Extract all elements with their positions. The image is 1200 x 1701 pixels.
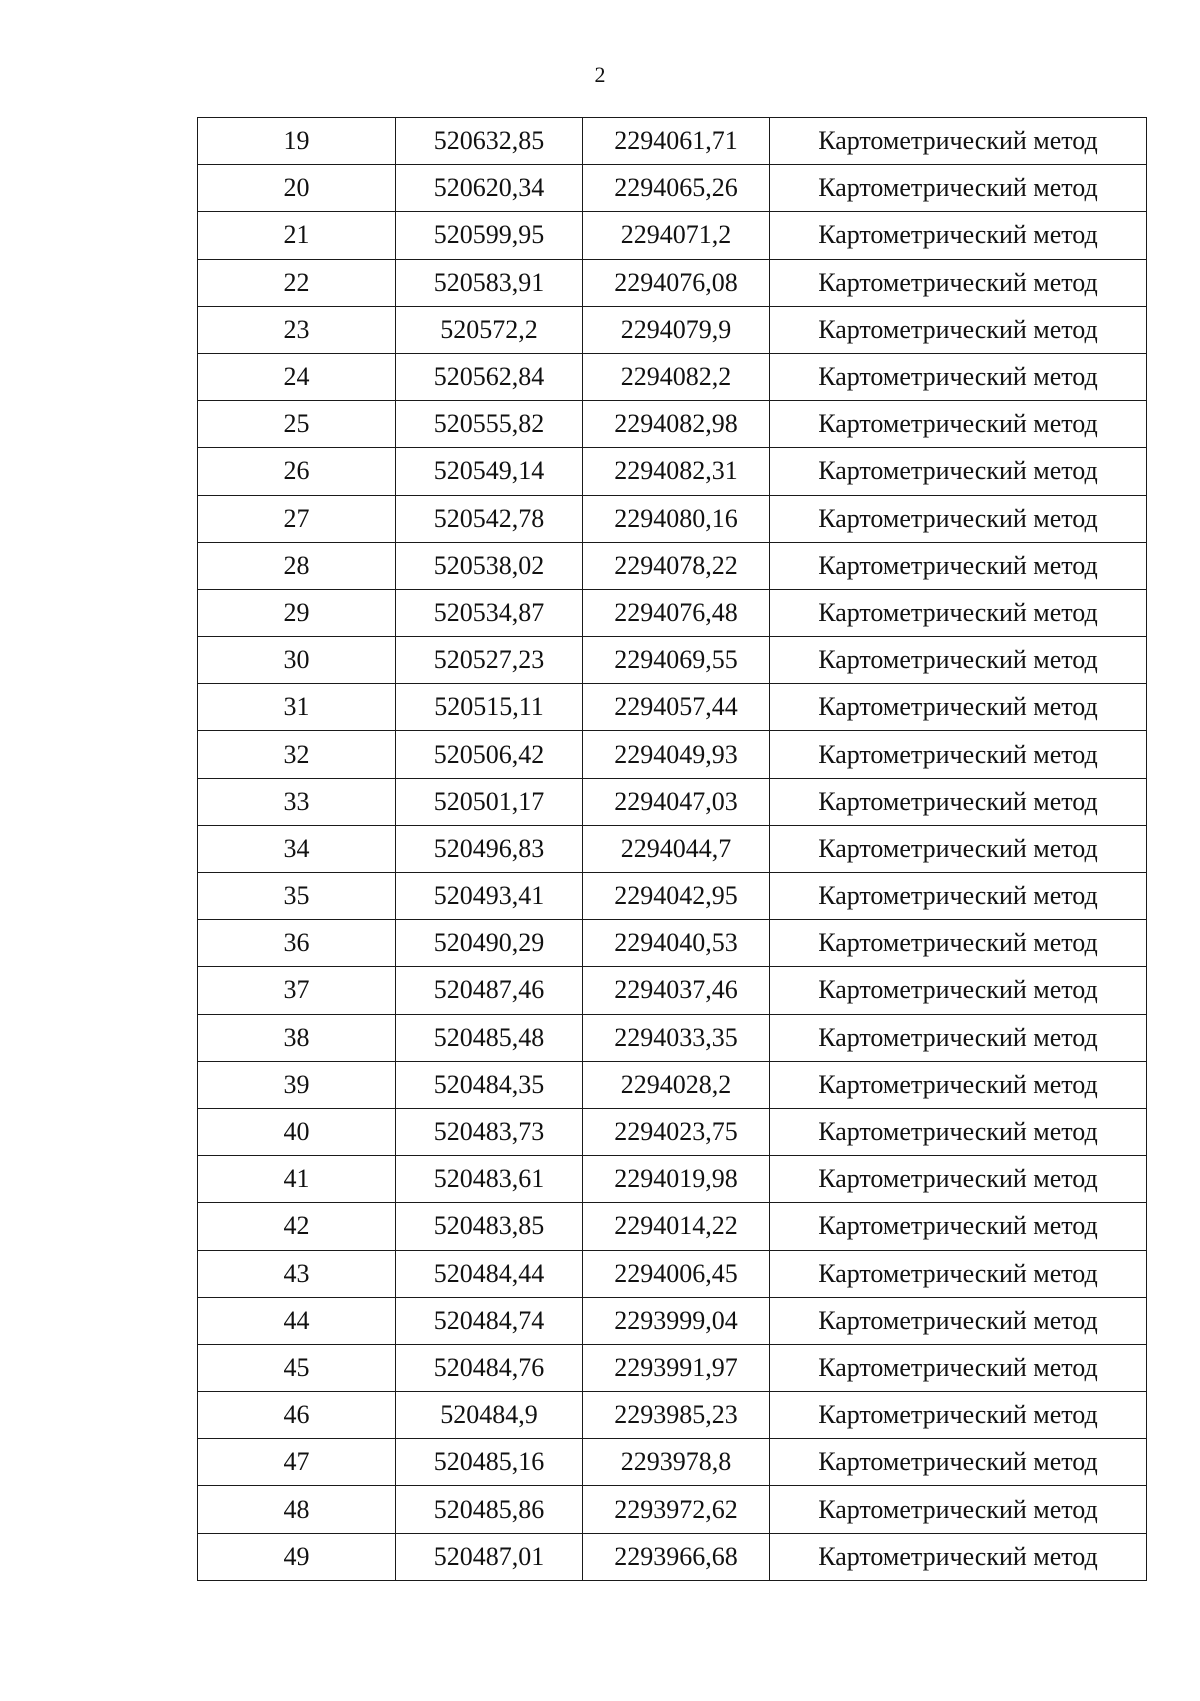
x-coordinate-cell: 520483,73	[396, 1108, 583, 1155]
x-coordinate-cell: 520620,34	[396, 165, 583, 212]
method-cell: Картометрический метод	[770, 684, 1147, 731]
method-cell: Картометрический метод	[770, 306, 1147, 353]
x-coordinate-cell: 520484,74	[396, 1297, 583, 1344]
x-coordinate-cell: 520483,85	[396, 1203, 583, 1250]
table-row	[198, 1014, 1147, 1061]
point-number-cell: 36	[198, 920, 396, 967]
x-coordinate-cell: 520485,86	[396, 1486, 583, 1533]
y-coordinate-cell: 2294028,2	[583, 1061, 770, 1108]
x-coordinate-cell: 520549,14	[396, 448, 583, 495]
table-row	[198, 778, 1147, 825]
table-row	[198, 637, 1147, 684]
y-coordinate-cell: 2294078,22	[583, 542, 770, 589]
point-number-cell: 22	[198, 259, 396, 306]
point-number-cell: 20	[198, 165, 396, 212]
point-number-cell: 25	[198, 401, 396, 448]
x-coordinate-cell: 520527,23	[396, 637, 583, 684]
y-coordinate-cell: 2293985,23	[583, 1392, 770, 1439]
x-coordinate-cell: 520484,44	[396, 1250, 583, 1297]
method-cell: Картометрический метод	[770, 873, 1147, 920]
table-row	[198, 1297, 1147, 1344]
x-coordinate-cell: 520583,91	[396, 259, 583, 306]
y-coordinate-cell: 2293991,97	[583, 1344, 770, 1391]
method-cell: Картометрический метод	[770, 1156, 1147, 1203]
method-cell: Картометрический метод	[770, 1533, 1147, 1580]
point-number-cell: 44	[198, 1297, 396, 1344]
x-coordinate-cell: 520485,16	[396, 1439, 583, 1486]
y-coordinate-cell: 2293966,68	[583, 1533, 770, 1580]
x-coordinate-cell: 520538,02	[396, 542, 583, 589]
table-row	[198, 1250, 1147, 1297]
y-coordinate-cell: 2293978,8	[583, 1439, 770, 1486]
y-coordinate-cell: 2294071,2	[583, 212, 770, 259]
method-cell: Картометрический метод	[770, 637, 1147, 684]
coordinates-table-body	[198, 118, 1147, 1581]
y-coordinate-cell: 2294044,7	[583, 825, 770, 872]
point-number-cell: 19	[198, 118, 396, 165]
y-coordinate-cell: 2294049,93	[583, 731, 770, 778]
table-row	[198, 1392, 1147, 1439]
table-row	[198, 1533, 1147, 1580]
point-number-cell: 34	[198, 825, 396, 872]
point-number-cell: 42	[198, 1203, 396, 1250]
table-row	[198, 920, 1147, 967]
y-coordinate-cell: 2294006,45	[583, 1250, 770, 1297]
x-coordinate-cell: 520484,35	[396, 1061, 583, 1108]
x-coordinate-cell: 520487,46	[396, 967, 583, 1014]
point-number-cell: 47	[198, 1439, 396, 1486]
point-number-cell: 37	[198, 967, 396, 1014]
x-coordinate-cell: 520515,11	[396, 684, 583, 731]
method-cell: Картометрический метод	[770, 542, 1147, 589]
point-number-cell: 41	[198, 1156, 396, 1203]
x-coordinate-cell: 520485,48	[396, 1014, 583, 1061]
x-coordinate-cell: 520506,42	[396, 731, 583, 778]
y-coordinate-cell: 2294079,9	[583, 306, 770, 353]
x-coordinate-cell: 520484,9	[396, 1392, 583, 1439]
method-cell: Картометрический метод	[770, 165, 1147, 212]
point-number-cell: 45	[198, 1344, 396, 1391]
point-number-cell: 32	[198, 731, 396, 778]
x-coordinate-cell: 520555,82	[396, 401, 583, 448]
method-cell: Картометрический метод	[770, 1061, 1147, 1108]
y-coordinate-cell: 2294082,31	[583, 448, 770, 495]
y-coordinate-cell: 2294040,53	[583, 920, 770, 967]
x-coordinate-cell: 520534,87	[396, 589, 583, 636]
y-coordinate-cell: 2294023,75	[583, 1108, 770, 1155]
point-number-cell: 31	[198, 684, 396, 731]
method-cell: Картометрический метод	[770, 212, 1147, 259]
x-coordinate-cell: 520496,83	[396, 825, 583, 872]
y-coordinate-cell: 2294047,03	[583, 778, 770, 825]
point-number-cell: 28	[198, 542, 396, 589]
point-number-cell: 26	[198, 448, 396, 495]
y-coordinate-cell: 2294080,16	[583, 495, 770, 542]
table-row	[198, 1108, 1147, 1155]
table-row	[198, 448, 1147, 495]
point-number-cell: 35	[198, 873, 396, 920]
x-coordinate-cell: 520542,78	[396, 495, 583, 542]
point-number-cell: 29	[198, 589, 396, 636]
page-number: 2	[594, 62, 606, 87]
table-row	[198, 306, 1147, 353]
table-row	[198, 1061, 1147, 1108]
x-coordinate-cell: 520487,01	[396, 1533, 583, 1580]
y-coordinate-cell: 2294057,44	[583, 684, 770, 731]
point-number-cell: 38	[198, 1014, 396, 1061]
y-coordinate-cell: 2294082,98	[583, 401, 770, 448]
table-row	[198, 731, 1147, 778]
table-row	[198, 1344, 1147, 1391]
table-row	[198, 542, 1147, 589]
y-coordinate-cell: 2294069,55	[583, 637, 770, 684]
x-coordinate-cell: 520599,95	[396, 212, 583, 259]
table-row	[198, 495, 1147, 542]
method-cell: Картометрический метод	[770, 1392, 1147, 1439]
method-cell: Картометрический метод	[770, 495, 1147, 542]
point-number-cell: 39	[198, 1061, 396, 1108]
method-cell: Картометрический метод	[770, 1108, 1147, 1155]
table-row	[198, 1156, 1147, 1203]
point-number-cell: 24	[198, 353, 396, 400]
method-cell: Картометрический метод	[770, 353, 1147, 400]
y-coordinate-cell: 2294065,26	[583, 165, 770, 212]
coordinates-table	[197, 117, 1147, 1581]
table-row	[198, 1486, 1147, 1533]
table-row	[198, 684, 1147, 731]
y-coordinate-cell: 2293999,04	[583, 1297, 770, 1344]
method-cell: Картометрический метод	[770, 825, 1147, 872]
method-cell: Картометрический метод	[770, 259, 1147, 306]
y-coordinate-cell: 2294019,98	[583, 1156, 770, 1203]
table-row	[198, 1439, 1147, 1486]
table-row	[198, 259, 1147, 306]
x-coordinate-cell: 520484,76	[396, 1344, 583, 1391]
table-row	[198, 589, 1147, 636]
method-cell: Картометрический метод	[770, 448, 1147, 495]
y-coordinate-cell: 2294076,08	[583, 259, 770, 306]
y-coordinate-cell: 2293972,62	[583, 1486, 770, 1533]
table-row	[198, 118, 1147, 165]
method-cell: Картометрический метод	[770, 1486, 1147, 1533]
x-coordinate-cell: 520562,84	[396, 353, 583, 400]
method-cell: Картометрический метод	[770, 401, 1147, 448]
point-number-cell: 27	[198, 495, 396, 542]
point-number-cell: 40	[198, 1108, 396, 1155]
y-coordinate-cell: 2294014,22	[583, 1203, 770, 1250]
method-cell: Картометрический метод	[770, 1344, 1147, 1391]
x-coordinate-cell: 520483,61	[396, 1156, 583, 1203]
y-coordinate-cell: 2294037,46	[583, 967, 770, 1014]
table-row	[198, 967, 1147, 1014]
method-cell: Картометрический метод	[770, 1203, 1147, 1250]
x-coordinate-cell: 520501,17	[396, 778, 583, 825]
method-cell: Картометрический метод	[770, 1014, 1147, 1061]
y-coordinate-cell: 2294061,71	[583, 118, 770, 165]
x-coordinate-cell: 520572,2	[396, 306, 583, 353]
method-cell: Картометрический метод	[770, 1250, 1147, 1297]
point-number-cell: 33	[198, 778, 396, 825]
table-row	[198, 165, 1147, 212]
point-number-cell: 49	[198, 1533, 396, 1580]
method-cell: Картометрический метод	[770, 118, 1147, 165]
table-row	[198, 401, 1147, 448]
method-cell: Картометрический метод	[770, 1297, 1147, 1344]
table-row	[198, 212, 1147, 259]
x-coordinate-cell: 520493,41	[396, 873, 583, 920]
y-coordinate-cell: 2294033,35	[583, 1014, 770, 1061]
method-cell: Картометрический метод	[770, 920, 1147, 967]
table-row	[198, 1203, 1147, 1250]
table-row	[198, 353, 1147, 400]
method-cell: Картометрический метод	[770, 731, 1147, 778]
y-coordinate-cell: 2294082,2	[583, 353, 770, 400]
y-coordinate-cell: 2294076,48	[583, 589, 770, 636]
point-number-cell: 23	[198, 306, 396, 353]
x-coordinate-cell: 520490,29	[396, 920, 583, 967]
method-cell: Картометрический метод	[770, 589, 1147, 636]
point-number-cell: 21	[198, 212, 396, 259]
method-cell: Картометрический метод	[770, 1439, 1147, 1486]
method-cell: Картометрический метод	[770, 967, 1147, 1014]
point-number-cell: 46	[198, 1392, 396, 1439]
point-number-cell: 30	[198, 637, 396, 684]
point-number-cell: 43	[198, 1250, 396, 1297]
point-number-cell: 48	[198, 1486, 396, 1533]
x-coordinate-cell: 520632,85	[396, 118, 583, 165]
method-cell: Картометрический метод	[770, 778, 1147, 825]
table-row	[198, 825, 1147, 872]
y-coordinate-cell: 2294042,95	[583, 873, 770, 920]
table-row	[198, 873, 1147, 920]
